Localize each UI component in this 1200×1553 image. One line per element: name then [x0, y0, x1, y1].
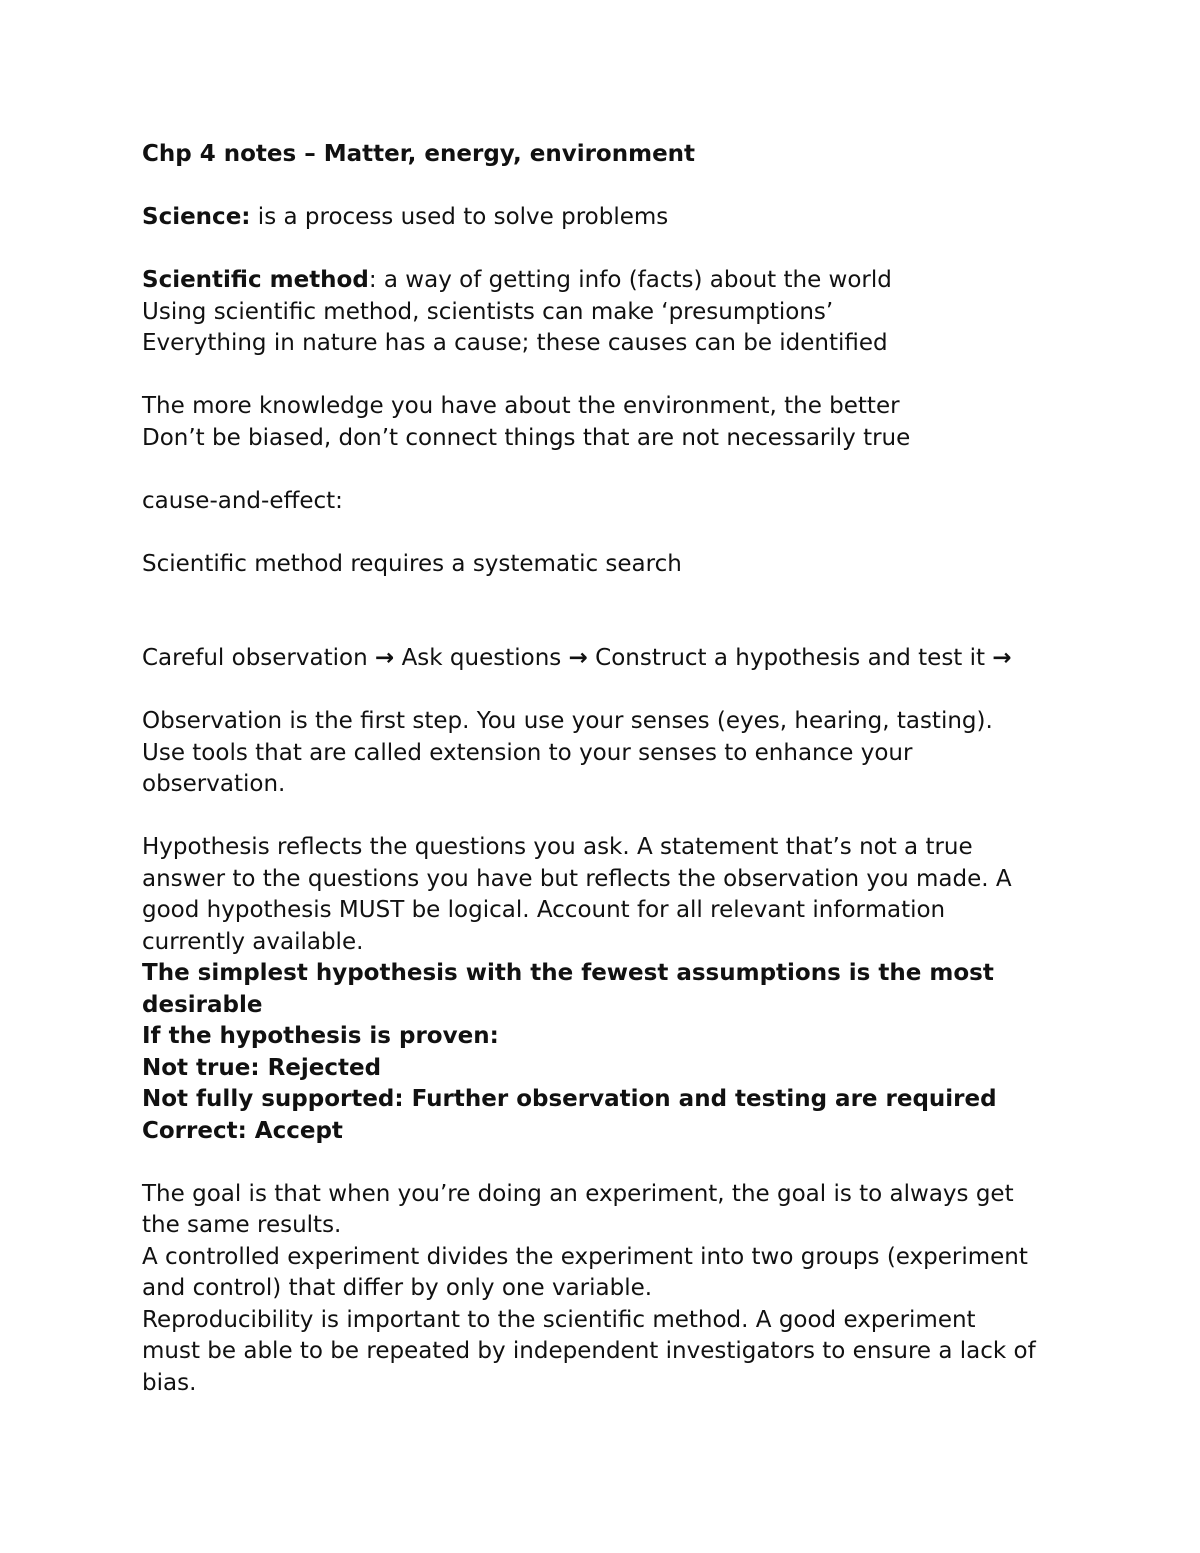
scientific-method-term: Scientific method: [142, 267, 369, 293]
step-questions: Ask questions: [401, 645, 562, 671]
paragraph-line: The goal is that when you’re doing an experiment, the goal is to always get: [142, 1180, 1014, 1207]
step-hypothesis: Construct a hypothesis and test it: [595, 645, 986, 671]
cause-effect-line: cause-and-effect:: [142, 487, 343, 514]
step-observation: Careful observation: [142, 645, 368, 671]
arrow-right-icon: →: [992, 645, 1012, 671]
science-text: is a process used to solve problems: [250, 204, 669, 230]
paragraph-line: Everything in nature has a cause; these causes can be identified: [142, 330, 888, 356]
bold-line: Not true: Rejected: [142, 1054, 382, 1081]
paragraph-line: good hypothesis MUST be logical. Account for all relevant information: [142, 897, 946, 923]
paragraph-line: The more knowledge you have about the environment, the better: [142, 393, 900, 419]
arrow-right-icon: →: [374, 645, 395, 671]
paragraph-line: currently available.: [142, 928, 364, 955]
paragraph-line: Using scientific method, scientists can make ‘presumptions’: [142, 298, 834, 325]
paragraph-line: the same results.: [142, 1212, 342, 1238]
paragraph-line: answer to the questions you have but reflects the observation you made. A: [142, 865, 1012, 892]
paragraph-line: and control) that differ by only one variable.: [142, 1275, 653, 1301]
paragraph-line: Observation is the first step. You use your senses (eyes, hearing, tasting).: [142, 708, 993, 734]
science-term: Science:: [142, 204, 251, 230]
document-title: Chp 4 notes – Matter, energy, environment: [142, 141, 696, 167]
steps-line: [142, 643, 1072, 675]
arrow-right-icon: →: [568, 645, 588, 671]
paragraph-line: bias.: [142, 1369, 197, 1396]
paragraph-line: A controlled experiment divides the experiment into two groups (experiment: [142, 1243, 1028, 1270]
scientific-method-definition: [142, 265, 1072, 297]
science-definition: [142, 202, 1072, 234]
paragraph-line: Use tools that are called extension to your senses to enhance your: [142, 739, 913, 766]
paragraph-line: Don’t be biased, don’t connect things that are not necessarily true: [142, 424, 911, 451]
paragraph-line: Reproducibility is important to the scientific method. A good experiment: [142, 1306, 976, 1333]
document-body: [142, 139, 1072, 1399]
bold-line: The simplest hypothesis with the fewest assumptions is the most: [142, 960, 994, 986]
bold-line: Not fully supported: Further observation and testing are required: [142, 1086, 997, 1112]
paragraph-line: must be able to be repeated by independent investigators to ensure a lack of: [142, 1338, 1036, 1364]
bold-line: Correct: Accept: [142, 1117, 343, 1144]
bold-line: If the hypothesis is proven:: [142, 1023, 499, 1049]
systematic-search-line: Scientific method requires a systematic search: [142, 550, 682, 577]
bold-line: desirable: [142, 991, 263, 1018]
scientific-method-text: : a way of getting info (facts) about the world: [368, 267, 892, 293]
paragraph-line: Hypothesis reflects the questions you ask. A statement that’s not a true: [142, 834, 973, 860]
paragraph-line: observation.: [142, 771, 286, 797]
